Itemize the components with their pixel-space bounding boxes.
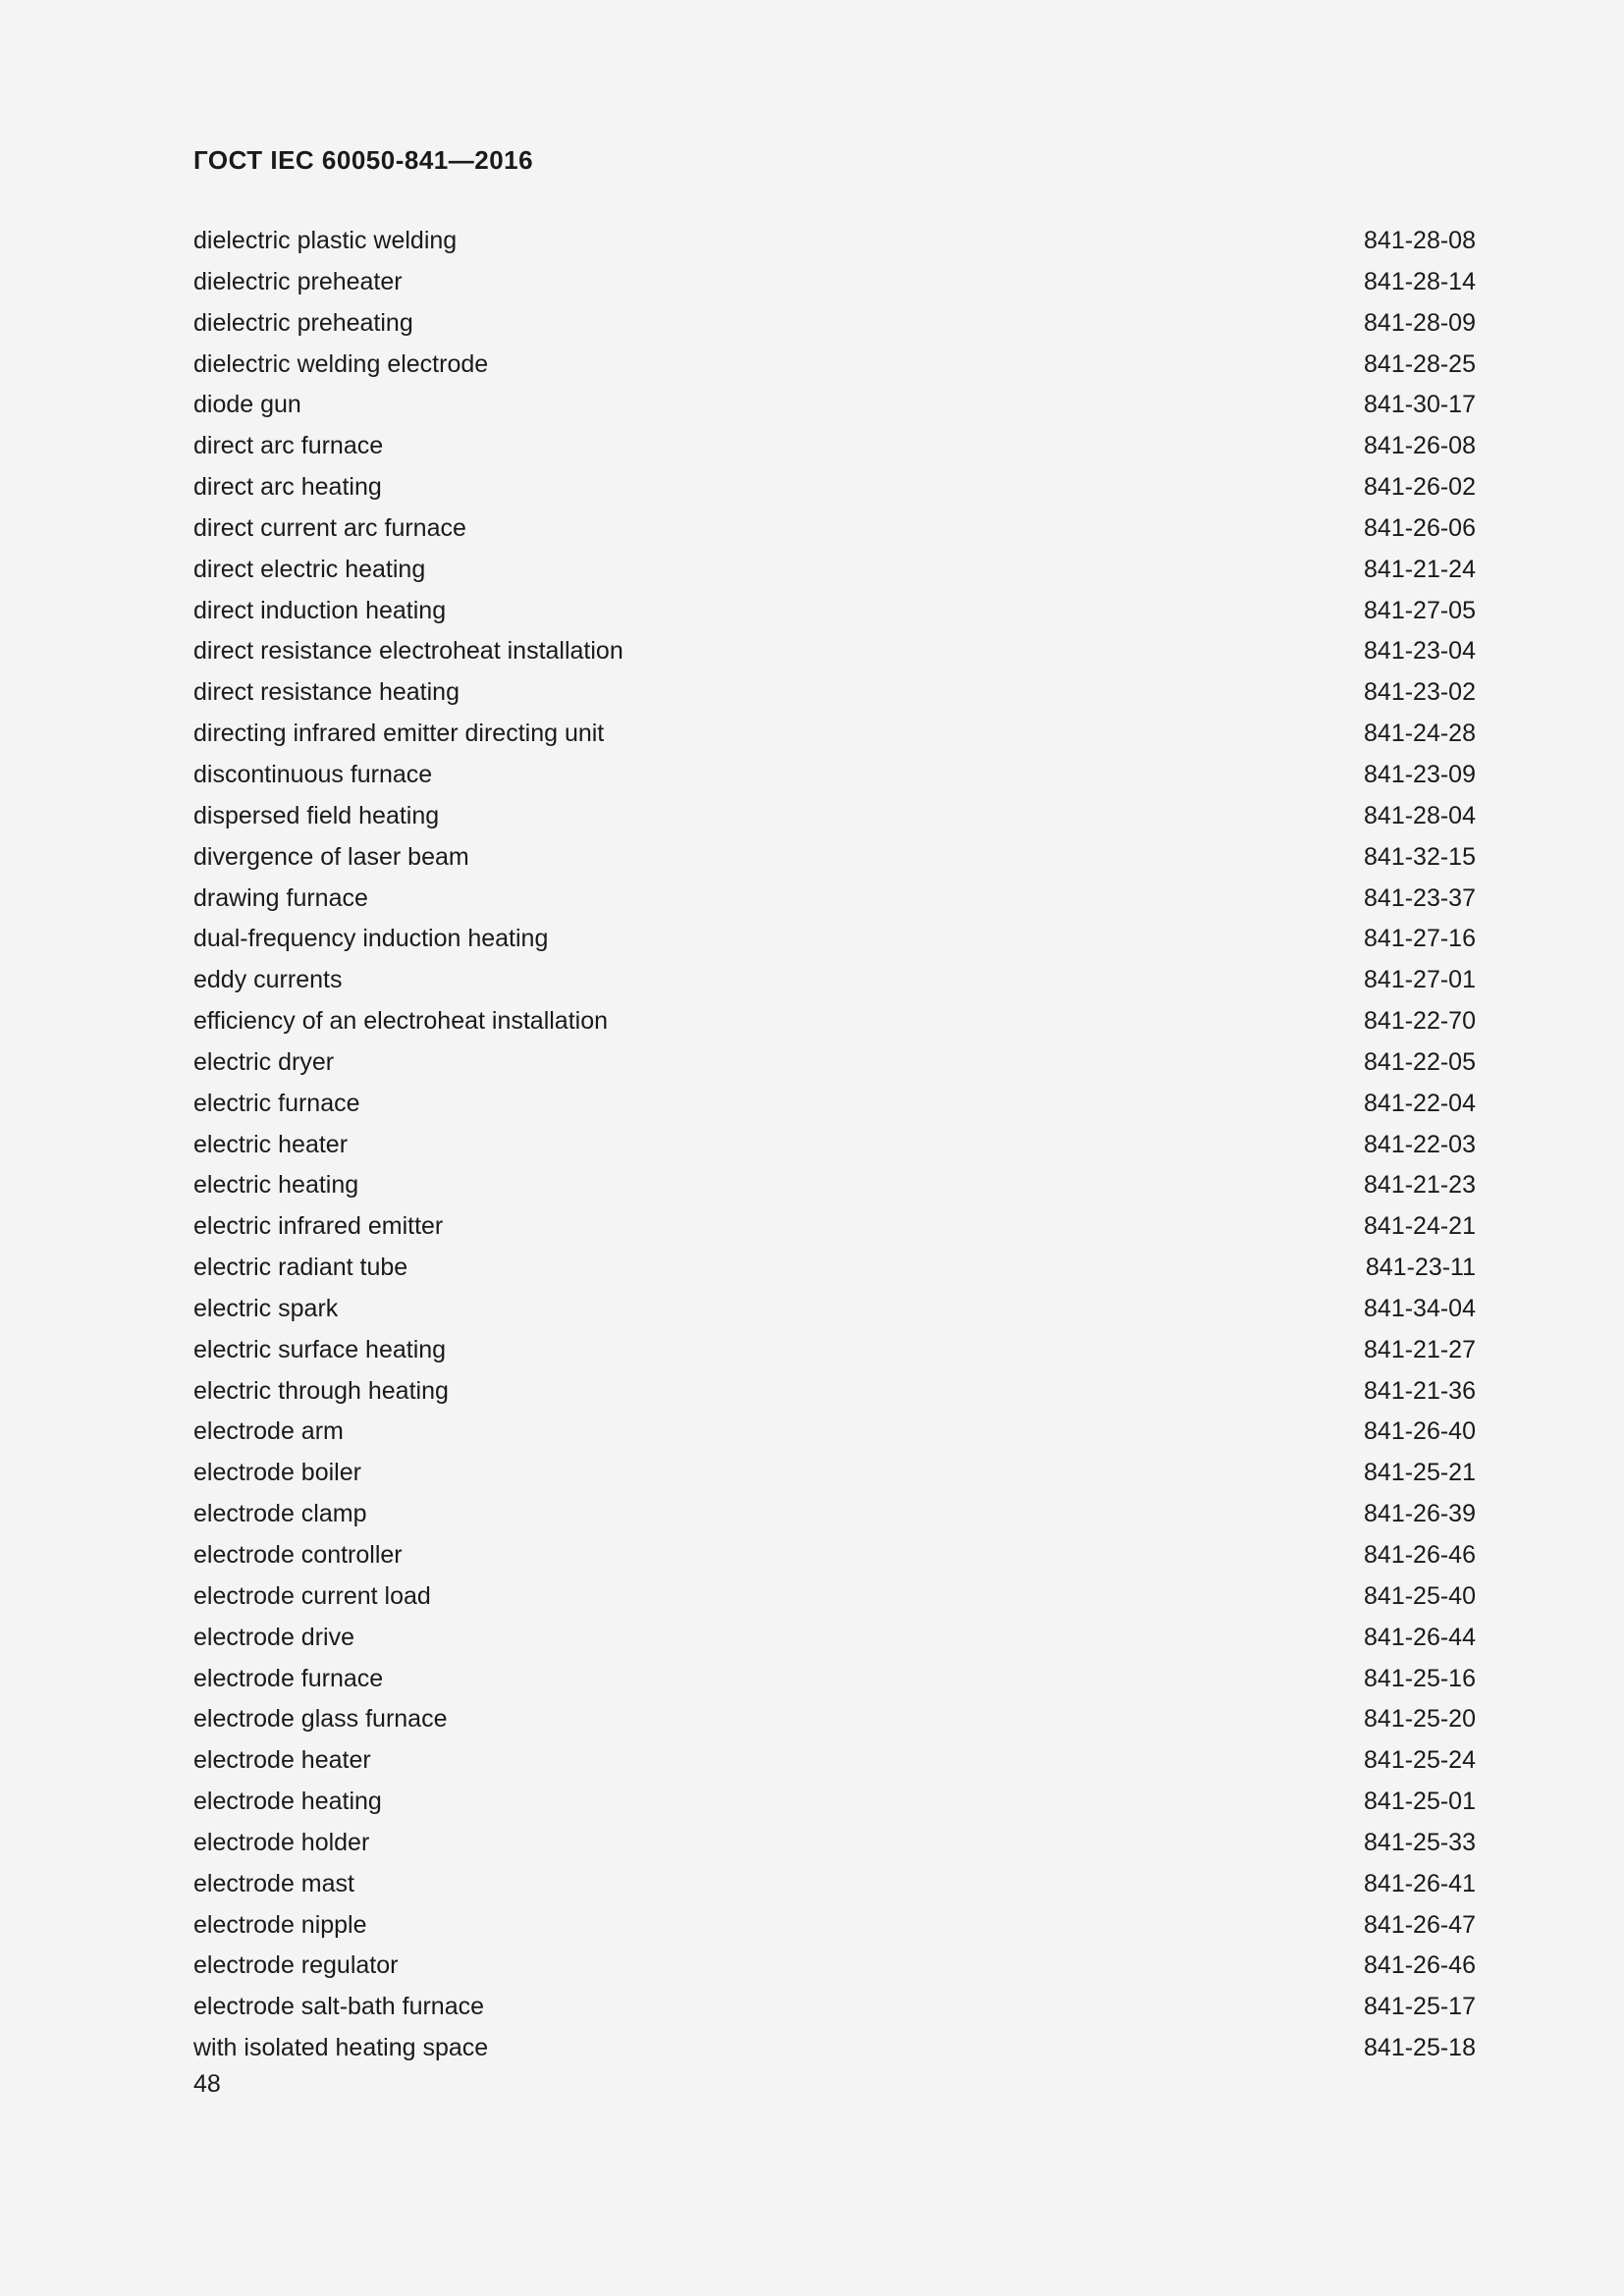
entry-term: dielectric preheating (193, 308, 413, 337)
entry-code: 841-25-20 (1364, 1705, 1476, 1734)
entry-term: dielectric preheater (193, 267, 403, 295)
index-entry (193, 1496, 1476, 1537)
index-entry (193, 1373, 1476, 1415)
entry-code: 841-23-37 (1364, 883, 1476, 912)
entry-code: 841-23-02 (1364, 678, 1476, 707)
entry-code: 841-22-05 (1364, 1047, 1476, 1076)
entry-code: 841-28-25 (1364, 349, 1476, 378)
entry-term: direct resistance electroheat installation (193, 637, 623, 666)
index-entry (193, 510, 1476, 552)
entry-code: 841-26-39 (1364, 1500, 1476, 1528)
entry-term: electrode salt-bath furnace (193, 1993, 485, 2021)
entry-term: electric infrared emitter (193, 1212, 444, 1241)
index-entry (193, 962, 1476, 1003)
entry-term: electric dryer (193, 1047, 335, 1076)
index-entry (193, 1578, 1476, 1620)
index-entry (193, 674, 1476, 716)
entry-code: 841-25-17 (1364, 1993, 1476, 2021)
entry-term: electrode drive (193, 1623, 354, 1651)
entry-term: electrode heating (193, 1788, 382, 1816)
index-entry (193, 839, 1476, 881)
index-entry (193, 593, 1476, 634)
entry-term: electrode regulator (193, 1951, 399, 1980)
index-entry (193, 264, 1476, 305)
entry-code: 841-28-14 (1364, 267, 1476, 295)
entry-code: 841-26-46 (1364, 1541, 1476, 1569)
entry-term: dual-frequency induction heating (193, 925, 549, 953)
entry-code: 841-25-24 (1364, 1746, 1476, 1775)
index-entry (193, 881, 1476, 922)
index-entry (193, 716, 1476, 757)
entry-code: 841-34-04 (1364, 1294, 1476, 1322)
entry-term: electrode heater (193, 1746, 371, 1775)
entry-term: electrode glass furnace (193, 1705, 448, 1734)
entry-term: direct electric heating (193, 555, 426, 583)
index-entry (193, 1907, 1476, 1949)
index-entry (193, 1661, 1476, 1702)
entry-code: 841-27-01 (1364, 966, 1476, 994)
entry-term: electrode current load (193, 1581, 431, 1610)
entry-code: 841-23-04 (1364, 637, 1476, 666)
index-entry (193, 921, 1476, 962)
entry-code: 841-26-40 (1364, 1417, 1476, 1446)
entry-term: electric radiant tube (193, 1254, 408, 1282)
entry-code: 841-21-24 (1364, 555, 1476, 583)
index-entry (193, 1537, 1476, 1578)
entry-term: efficiency of an electroheat installation (193, 1007, 609, 1036)
entry-term: electrode nipple (193, 1910, 367, 1939)
entry-term: electric heater (193, 1130, 349, 1158)
index-entry (193, 1127, 1476, 1168)
entry-code: 841-25-33 (1364, 1828, 1476, 1856)
entry-term: direct induction heating (193, 596, 447, 624)
entry-term: electrode controller (193, 1541, 403, 1569)
document-header: ГОСТ IEC 60050-841—2016 (193, 145, 534, 175)
entry-term: with isolated heating space (193, 2034, 489, 2062)
entry-term: electrode holder (193, 1828, 370, 1856)
entry-code: 841-25-21 (1364, 1459, 1476, 1487)
entry-term: divergence of laser beam (193, 842, 469, 871)
index-entry (193, 1989, 1476, 2030)
index-entry (193, 1620, 1476, 1661)
index-entry (193, 1044, 1476, 1086)
entry-code: 841-23-09 (1364, 760, 1476, 788)
entry-term: direct arc heating (193, 473, 382, 502)
entry-code: 841-28-08 (1364, 227, 1476, 254)
entry-code: 841-25-01 (1364, 1788, 1476, 1816)
entry-term: direct arc furnace (193, 432, 384, 460)
index-entry (193, 1455, 1476, 1496)
entry-code: 841-25-18 (1364, 2034, 1476, 2062)
index-entry (193, 428, 1476, 469)
entry-term: electric surface heating (193, 1335, 447, 1363)
entry-term: electrode furnace (193, 1664, 384, 1692)
index-entry (193, 1250, 1476, 1291)
index-entry (193, 1784, 1476, 1825)
index-entry (193, 1866, 1476, 1907)
entry-code: 841-21-27 (1364, 1335, 1476, 1363)
entry-term: electrode clamp (193, 1500, 367, 1528)
entry-code: 841-24-28 (1364, 720, 1476, 748)
term-index-list (193, 223, 1476, 2071)
page-number: 48 (193, 2070, 221, 2098)
entry-term: discontinuous furnace (193, 760, 433, 788)
index-entry (193, 552, 1476, 593)
index-entry (193, 633, 1476, 674)
index-entry (193, 2030, 1476, 2071)
entry-code: 841-26-41 (1364, 1869, 1476, 1897)
index-entry (193, 1003, 1476, 1044)
entry-code: 841-30-17 (1364, 391, 1476, 419)
entry-code: 841-32-15 (1364, 842, 1476, 871)
entry-term: electric heating (193, 1171, 359, 1200)
entry-code: 841-27-05 (1364, 596, 1476, 624)
index-entry (193, 1086, 1476, 1127)
entry-term: dielectric plastic welding (193, 227, 458, 254)
entry-term: electrode mast (193, 1869, 354, 1897)
index-entry (193, 1701, 1476, 1742)
index-entry (193, 1332, 1476, 1373)
entry-term: drawing furnace (193, 883, 368, 912)
entry-term: dispersed field heating (193, 801, 440, 829)
index-entry (193, 387, 1476, 428)
entry-code: 841-26-02 (1364, 473, 1476, 502)
entry-code: 841-25-16 (1364, 1664, 1476, 1692)
entry-term: eddy currents (193, 966, 343, 994)
entry-term: direct current arc furnace (193, 513, 466, 542)
entry-code: 841-28-09 (1364, 308, 1476, 337)
entry-term: electric spark (193, 1294, 339, 1322)
entry-term: dielectric welding electrode (193, 349, 489, 378)
entry-code: 841-26-47 (1364, 1910, 1476, 1939)
entry-code: 841-28-04 (1364, 801, 1476, 829)
index-entry (193, 1414, 1476, 1455)
index-entry (193, 1825, 1476, 1866)
index-entry (193, 469, 1476, 510)
entry-term: electric through heating (193, 1376, 449, 1405)
index-entry (193, 798, 1476, 839)
entry-code: 841-22-03 (1364, 1130, 1476, 1158)
index-entry (193, 305, 1476, 347)
entry-code: 841-26-46 (1364, 1951, 1476, 1980)
entry-term: diode gun (193, 391, 301, 419)
entry-term: electric furnace (193, 1089, 360, 1117)
entry-code: 841-22-04 (1364, 1089, 1476, 1117)
entry-code: 841-23-11 (1365, 1254, 1476, 1282)
entry-code: 841-21-23 (1364, 1171, 1476, 1200)
entry-term: electrode boiler (193, 1459, 361, 1487)
entry-term: directing infrared emitter directing unit (193, 720, 605, 748)
entry-code: 841-24-21 (1364, 1212, 1476, 1241)
entry-term: electrode arm (193, 1417, 344, 1446)
entry-code: 841-25-40 (1364, 1581, 1476, 1610)
index-entry (193, 1291, 1476, 1332)
entry-term: direct resistance heating (193, 678, 460, 707)
index-entry (193, 347, 1476, 388)
entry-code: 841-27-16 (1364, 925, 1476, 953)
entry-code: 841-21-36 (1364, 1376, 1476, 1405)
index-entry (193, 1167, 1476, 1208)
index-entry (193, 757, 1476, 798)
index-entry (193, 1742, 1476, 1784)
entry-code: 841-26-08 (1364, 432, 1476, 460)
entry-code: 841-22-70 (1364, 1007, 1476, 1036)
index-entry (193, 1208, 1476, 1250)
entry-code: 841-26-44 (1364, 1623, 1476, 1651)
entry-code: 841-26-06 (1364, 513, 1476, 542)
index-entry (193, 223, 1476, 264)
index-entry (193, 1948, 1476, 1989)
